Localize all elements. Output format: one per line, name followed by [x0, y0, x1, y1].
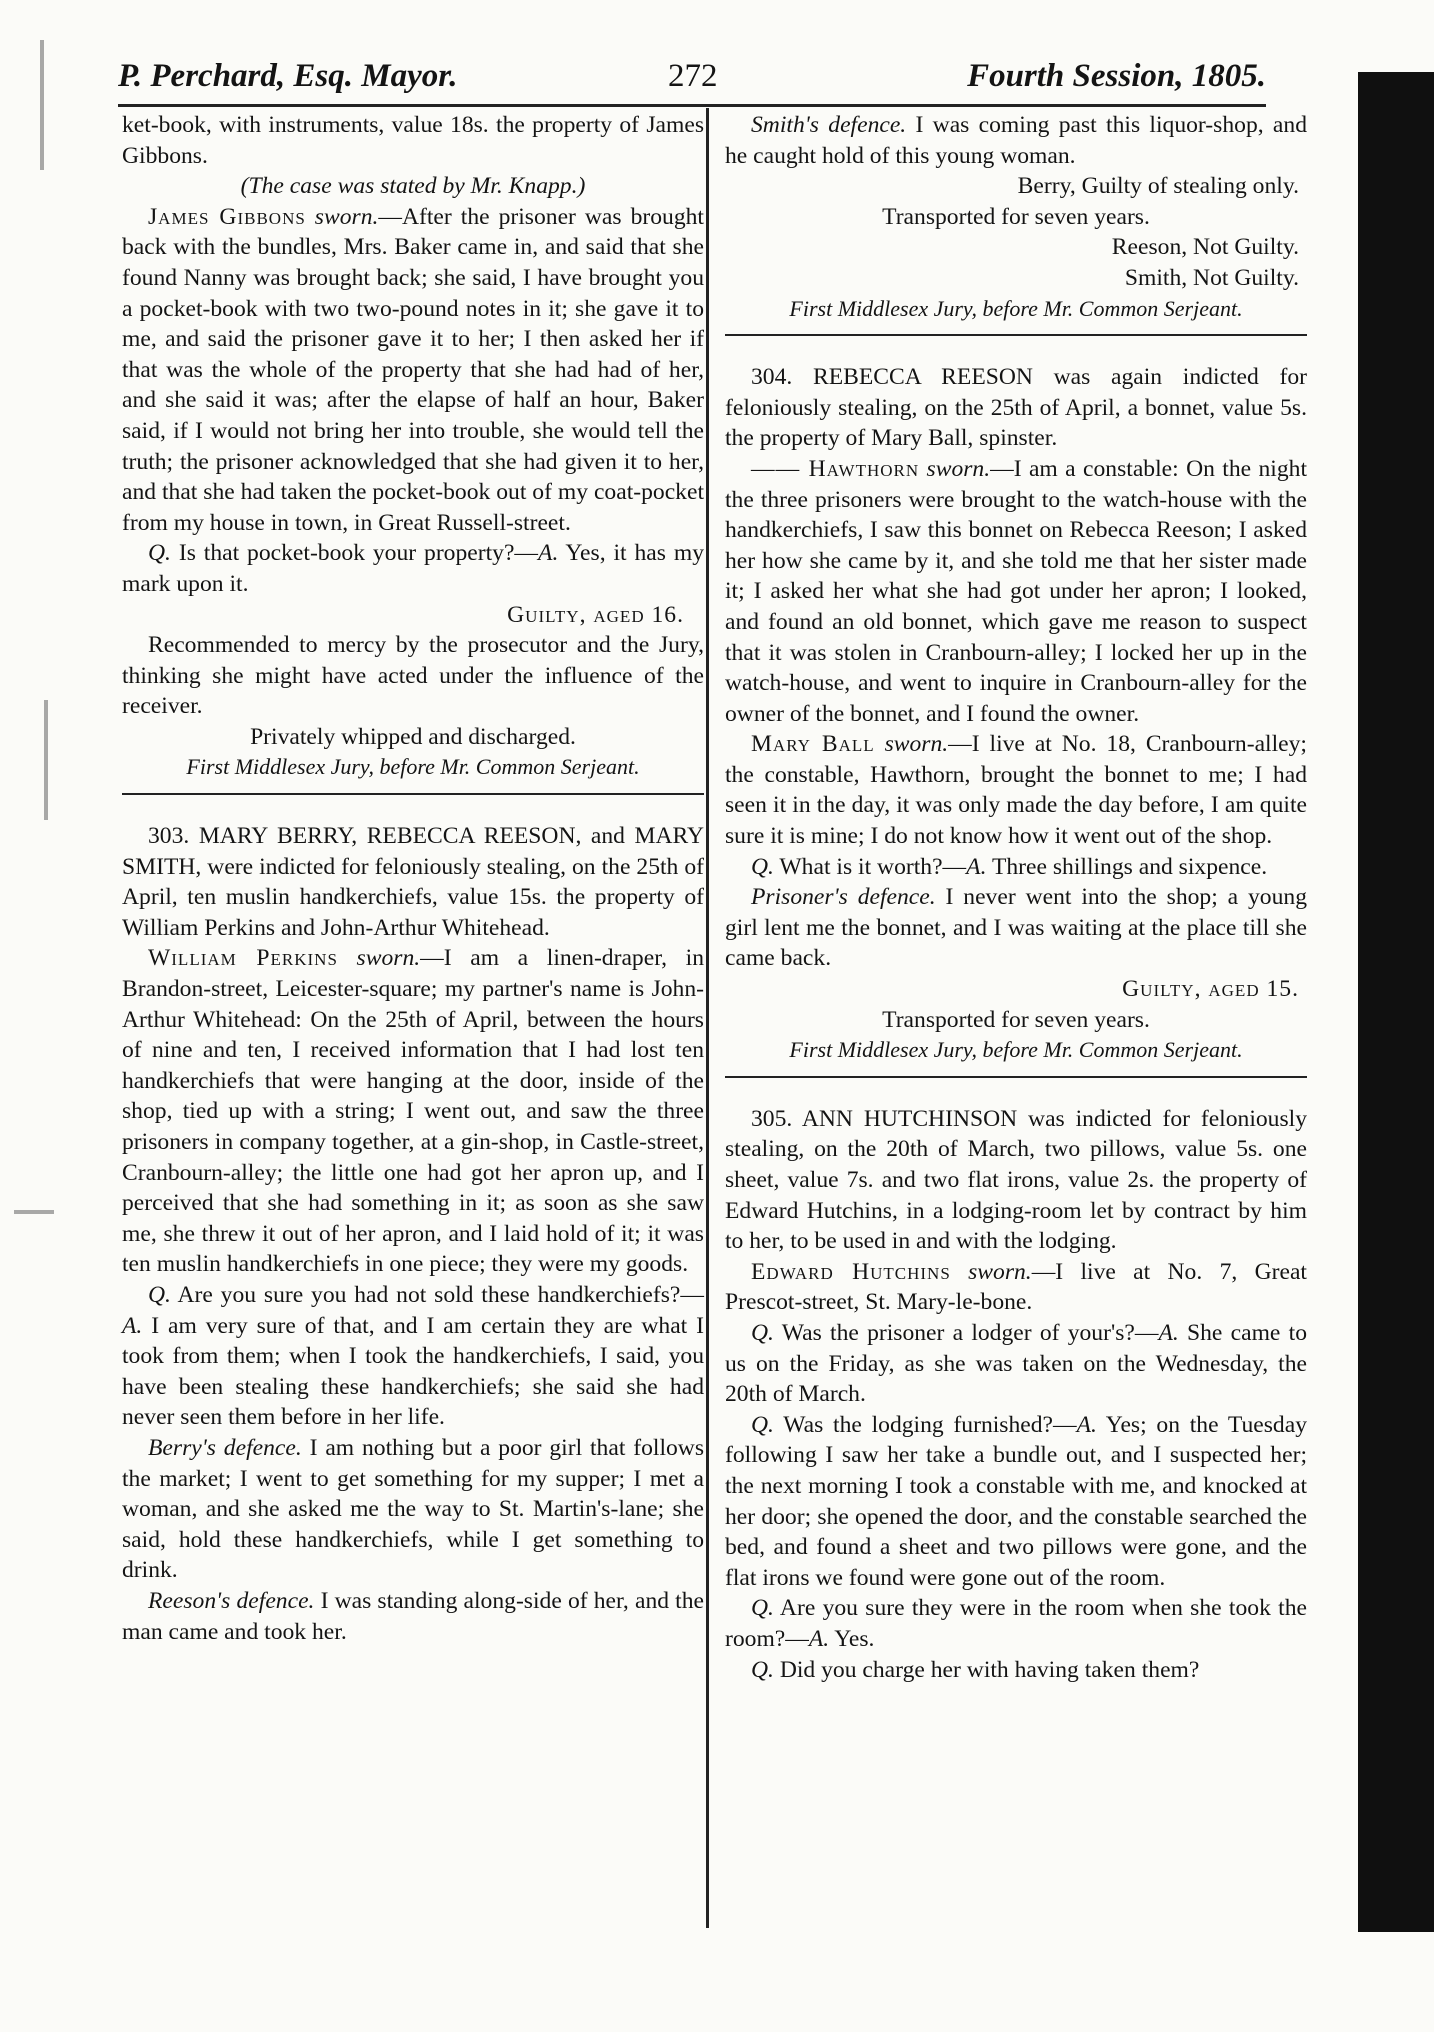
question-paragraph: Q. Are you sure you had not sold these handkerchiefs?—A. I am very sure of that, and I am certain they are what I took from them; when I took the handkerchiefs, I said, you have been stealing these handkerchiefs; she said she had never seen them before in her life. — [122, 1281, 704, 1431]
verdict: Reeson, Not Guilty. — [1111, 234, 1299, 261]
margin-smudge — [44, 700, 48, 820]
paragraph: William Perkins sworn.—I am a linen-draper, in Brandon-street, Leicester-square; my partner's name is John-Arthur Whitehead: On the 25th of April, between the hours of nine and ten, I received information that I had lost ten handkerchiefs that were hanging at the door, inside of the shop, tied up with a string; I went out, and saw the three prisoners in company together, at a gin-shop, in Castle-street, Cranbourn-alley; the little one had got her apron up, and I perceived that she had something in it; as soon as she saw me, she threw it out of her apron, and I laid hold of it; it was ten muslin handkerchiefs in one piece; they were my goods. — [122, 945, 704, 1278]
witness-name: William Perkins — [148, 945, 338, 972]
case-heading-305: 305. ANN HUTCHINSON was indicted for feloniously stealing, on the 20th of March, two pillows, value 5s. one sheet, value 7s. and two flat irons, value 2s. the property of Edward Hutchins, in a lodging-room let by contract by him to her, to be used in and with the lodging. — [725, 1105, 1307, 1255]
question-paragraph: Q. Was the prisoner a lodger of your's?—A. She came to us on the Friday, as she was taken on the Wednesday, the 20th of March. — [725, 1319, 1307, 1408]
paragraph: —— Hawthorn sworn.—I am a constable: On the night the three prisoners were brought to the watch-house with the handkerchiefs, I saw this bonnet on Rebecca Reeson; I asked her how she came by it, and she told me that her sister made it; I asked her what she had got under her apron; I looked, and found an old bonnet, which gave me reason to suspect that it was stolen in Cranbourn-alley; I locked her up in the watch-house, and went to inquire in Cranbourn-alley for the owner of the bonnet, and I found the owner. — [725, 455, 1308, 727]
margin-smudge — [40, 40, 44, 170]
question-paragraph: Q. Is that pocket-book your property?—A. Yes, it has my mark upon it. — [122, 540, 704, 597]
paragraph: Mary Ball sworn.—I live at No. 18, Cranbourn-alley; the constable, Hawthorn, brought the bonnet to me; I had seen it in the day, it was only made the day before, I am quite sure it is mine; I do not know how it went out of the shop. — [725, 731, 1307, 850]
verdict: Guilty, aged 16. — [507, 601, 684, 628]
page-header — [118, 58, 1266, 102]
question-paragraph: Q. Was the lodging furnished?—A. Yes; on the Tuesday following I saw her take a bundle out, and I suspected her; the next morning I took a constable with me, and knocked at her door; she opened the door, and the constable searched the bed, and found a sheet and two pillows were gone, and the flat irons we found were gone out of the room. — [725, 1411, 1307, 1591]
paragraph: Edward Hutchins sworn.—I live at No. 7, Great Prescot-street, St. Mary-le-bone. — [725, 1258, 1307, 1316]
right-column — [725, 110, 1307, 1685]
defence-paragraph: Prisoner's defence. I never went into the shop; a young girl lent me the bonnet, and I was waiting at the place till she came back. — [725, 884, 1307, 972]
verdict: Guilty, aged 15. — [1122, 976, 1299, 1003]
question-paragraph: Q. What is it worth?—A. Three shillings and sixpence. — [751, 853, 1268, 880]
jury-note: First Middlesex Jury, before Mr. Common Serjeant. — [789, 295, 1243, 321]
paragraph: James Gibbons sworn.—After the prisoner was brought back with the bundles, Mrs. Baker came in, and said that she found Nanny was brought back; she said, I have brought you a pocket-book with two two-pound notes in it; she gave it to me, and said the prisoner gave it to her; I then asked her if that was the whole of the property that she had had of her, and she said it was; after the elapse of half an hour, Baker said, if I would not bring her into trouble, she would tell the truth; the prisoner acknowledged that she had given it to her, and that she had taken the pocket-book out of my coat-pocket from my house in town, in Great Russell-street. — [122, 203, 704, 536]
header-mayor: P. Perchard, Esq. Mayor. — [118, 58, 458, 94]
margin-smudge — [14, 1210, 54, 1214]
witness-name: Edward Hutchins — [751, 1258, 951, 1285]
witness-name: —— Hawthorn — [751, 455, 920, 482]
witness-name: Mary Ball — [751, 731, 875, 758]
verdict: Smith, Not Guilty. — [1124, 264, 1299, 291]
page-number: 272 — [668, 58, 718, 94]
column-divider — [706, 108, 709, 1928]
section-rule — [725, 334, 1307, 336]
header-rule — [118, 104, 1266, 107]
verdict: Berry, Guilty of stealing only. — [1017, 173, 1299, 200]
witness-name: James Gibbons — [148, 203, 306, 230]
scan-edge-bar — [1358, 72, 1434, 1932]
defence-paragraph: Smith's defence. I was coming past this liquor-shop, and he caught hold of this young woman. — [725, 112, 1308, 169]
question-paragraph: Q. Did you charge her with having taken them? — [751, 1656, 1200, 1683]
jury-note: First Middlesex Jury, before Mr. Common Serjeant. — [186, 754, 640, 780]
header-session: Fourth Session, 1805. — [967, 58, 1266, 94]
defence-paragraph: Reeson's defence. I was standing along-side of her, and the man came and took her. — [122, 1587, 705, 1645]
case-heading-304: 304. REBECCA REESON was again indicted for feloniously stealing, on the 25th of April, a bonnet, value 5s. the property of Mary Ball, spinster. — [725, 364, 1307, 452]
sentence: Transported for seven years. — [882, 203, 1150, 230]
paragraph: Recommended to mercy by the prosecutor and the Jury, thinking she might have acted under the influence of the receiver. — [122, 632, 704, 720]
left-column — [122, 110, 704, 1647]
question-paragraph: Q. Are you sure they were in the room when she took the room?—A. Yes. — [725, 1595, 1307, 1652]
sentence: Privately whipped and discharged. — [250, 723, 576, 750]
sentence: Transported for seven years. — [882, 1006, 1150, 1033]
section-rule — [725, 1076, 1307, 1078]
case-stated-note: (The case was stated by Mr. Knapp.) — [240, 173, 586, 200]
jury-note: First Middlesex Jury, before Mr. Common Serjeant. — [789, 1037, 1243, 1063]
section-rule — [122, 793, 704, 795]
paragraph: ket-book, with instruments, value 18s. the property of James Gibbons. — [122, 112, 704, 169]
case-heading-303: 303. MARY BERRY, REBECCA REESON, and MARY SMITH, were indicted for feloniously stealing, on the 25th of April, ten muslin handkerchiefs, value 15s. the property of William Perkins and John-Arthur Whitehead. — [122, 823, 704, 941]
defence-paragraph: Berry's defence. I am nothing but a poor girl that follows the market; I went to get something for my supper; I met a woman, and she asked me the way to St. Martin's-lane; she said, hold these handkerchiefs, while I get something to drink. — [122, 1434, 705, 1584]
